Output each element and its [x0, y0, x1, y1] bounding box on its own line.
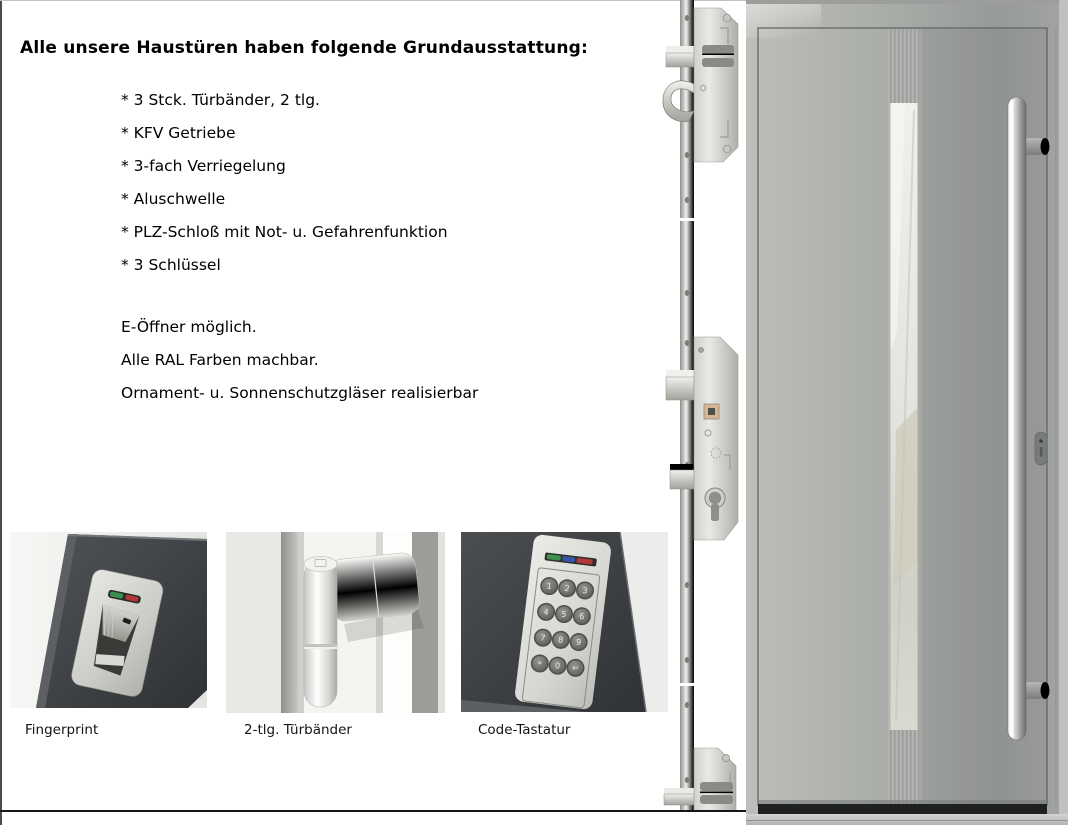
top-latch-bolt	[666, 53, 694, 67]
hinge-cylinder	[304, 560, 337, 707]
key-enter: ↵	[571, 663, 580, 674]
case-screw	[699, 348, 704, 353]
hinge-seam	[304, 644, 337, 647]
hinge-frame-shadow	[281, 532, 298, 713]
key-3: 3	[581, 585, 589, 596]
key-5: 5	[560, 609, 568, 620]
note-line: Alle RAL Farben machbar.	[121, 351, 319, 369]
note-line: Ornament- u. Sonnenschutzgläser realisierbar	[121, 384, 479, 402]
feature-item: * KFV Getriebe	[121, 124, 236, 142]
note-line: E-Öffner möglich.	[121, 318, 257, 336]
feature-item: * 3 Schlüssel	[121, 256, 221, 274]
hinge-seam-light	[304, 647, 337, 649]
photo-top-edge	[746, 0, 1068, 4]
door-photo	[746, 0, 1068, 825]
caption-hinges: 2-tlg. Türbänder	[244, 722, 352, 738]
caption-keypad: Code-Tastatur	[478, 722, 571, 738]
sill-line	[746, 820, 1068, 821]
standoff-flange	[1041, 682, 1050, 699]
top-case-plate	[694, 8, 738, 162]
fingerprint-photo	[10, 532, 207, 708]
key-6: 6	[578, 611, 585, 622]
deadbolt	[670, 470, 694, 489]
key-7: 7	[539, 633, 546, 643]
stripe-brushed-bottom	[888, 730, 920, 805]
threshold	[758, 804, 1047, 814]
main-latch-bolt	[666, 377, 694, 400]
feature-item: * 3 Stck. Türbänder, 2 tlg.	[121, 91, 320, 109]
case-slot	[700, 782, 733, 791]
key-star: *	[537, 659, 543, 670]
standoff-flange	[1041, 138, 1050, 155]
bottom-lock-case	[664, 748, 736, 812]
hinge-cap	[304, 557, 337, 572]
page-title: Alle unsere Haustüren haben folgende Grundausstattung:	[20, 38, 588, 58]
case-slot	[702, 45, 734, 54]
door-sill	[746, 814, 1068, 825]
key-4: 4	[542, 607, 550, 617]
rail-break	[678, 683, 696, 686]
glass-reflection-beige	[894, 405, 920, 585]
case-screw	[723, 145, 731, 153]
cylinder-cover	[1035, 432, 1047, 465]
stripe-brushed-top	[888, 29, 920, 103]
bottom-latch-bolt	[664, 794, 694, 805]
case-slot	[702, 58, 734, 67]
feature-item: * PLZ-Schloß mit Not- u. Gefahrenfunktion	[121, 223, 448, 241]
page-top-border	[0, 0, 746, 1]
slot-highlight	[702, 54, 734, 56]
cylinder-bore	[709, 492, 721, 504]
top-lock-case	[663, 8, 738, 162]
content-underline	[0, 810, 746, 812]
case-screw	[723, 14, 731, 22]
glass-left-edge	[888, 103, 891, 730]
feature-list	[121, 84, 448, 282]
rail-break	[678, 218, 696, 221]
corner-light	[746, 4, 821, 38]
feature-item: * Aluschwelle	[121, 190, 226, 208]
hinge-photo	[226, 532, 445, 713]
hinge-frame-edge	[298, 532, 304, 713]
key-2: 2	[564, 583, 571, 594]
slot-highlight	[700, 792, 733, 794]
main-lock-case	[666, 337, 738, 540]
multipoint-lock-photo	[658, 0, 746, 812]
key-0: 0	[554, 661, 561, 671]
key-9: 9	[575, 637, 582, 648]
case-slot	[700, 795, 733, 804]
feature-item: * 3-fach Verriegelung	[121, 157, 286, 175]
case-screw	[723, 755, 730, 762]
keyhole	[1040, 447, 1043, 457]
note-list	[121, 311, 478, 410]
key-8: 8	[557, 635, 564, 645]
hinge-door-block	[327, 552, 421, 623]
threshold-shadow	[758, 800, 1047, 804]
cylinder-keyway	[711, 504, 719, 521]
tube-highlight	[1011, 100, 1014, 737]
spindle-square	[708, 408, 715, 415]
door-frame-strip	[1059, 0, 1068, 825]
hinge-wall	[226, 532, 281, 713]
glass-right-edge	[918, 103, 921, 730]
cylinder-screw	[1039, 439, 1043, 443]
caption-fingerprint: Fingerprint	[25, 722, 99, 738]
key-1: 1	[546, 581, 553, 592]
keypad-photo	[461, 532, 668, 712]
page-left-border	[0, 0, 2, 825]
hinge-right-strip	[438, 532, 445, 713]
